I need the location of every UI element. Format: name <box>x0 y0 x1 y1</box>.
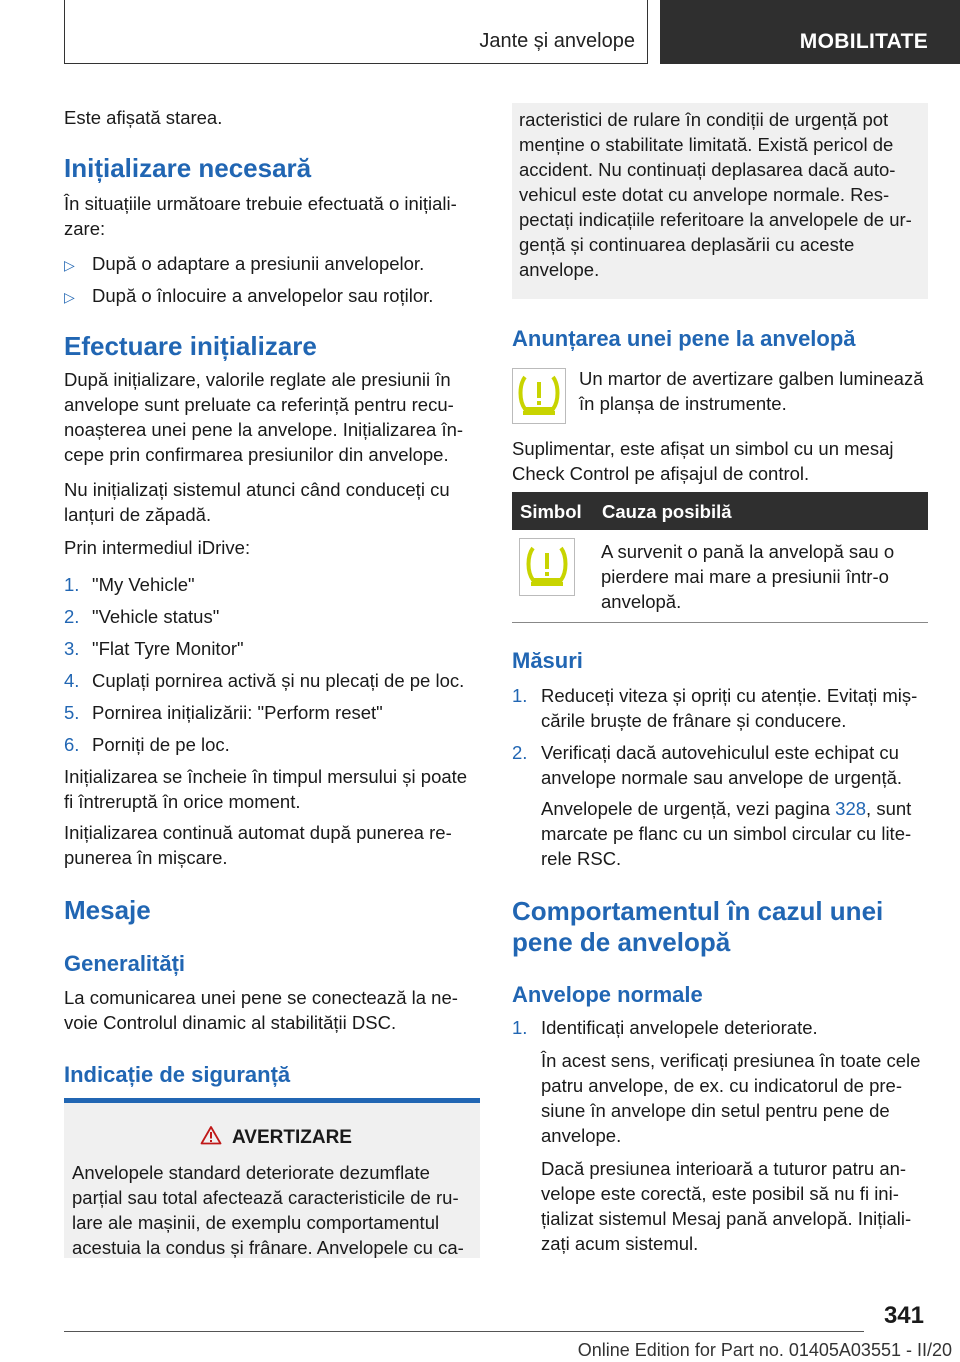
table-header-cause: Cauza posibilă <box>602 501 732 522</box>
header-section-box <box>64 0 648 64</box>
step-item: 6. Porniți de pe loc. <box>64 734 230 755</box>
footer-rule <box>64 1331 864 1332</box>
warning-continued-text: racteristici de rulare în condiții de urgență pot menține o stabilitate limitată. Există pericol de accident. Nu continuați deplasarea dacă auto- vehicul este dotat cu anvelope normale. Res- pectați indicațiile referitoare la anvelopele de ur- gență și continuarea deplasării cu aceste anvelope. <box>519 109 912 280</box>
intro-text: Este afișată starea. <box>64 107 223 128</box>
step-item: 4. Cuplați pornirea activă și nu plecați de pe loc. <box>64 670 465 691</box>
heading-behavior-line-1: Comportamentul în cazul unei <box>512 896 884 926</box>
warning-title-row <box>72 1125 480 1149</box>
triangle-bullet-icon: ▷ <box>64 289 75 305</box>
chains-paragraph: Nu inițializați sistemul atunci când conduceți cu lanțuri de zăpadă. <box>64 479 450 525</box>
page-number: 341 <box>883 1302 924 1329</box>
heading-init-needed: Inițializare necesară <box>64 153 312 183</box>
step-item: 1. "My Vehicle" <box>64 574 195 595</box>
table-row-cause: A survenit o pană la anvelopă sau o pierdere mai mare a presiunii într-o anvelopă. <box>601 541 895 612</box>
footer-edition: Online Edition for Part no. 01405A03551 - II/20 <box>577 1340 952 1360</box>
triangle-bullet-icon: ▷ <box>64 257 75 273</box>
heading-safety: Indicație de siguranță <box>64 1062 291 1087</box>
bullet-item: ▷ După o înlocuire a anvelopelor sau roților. <box>64 285 434 306</box>
page-reference-link[interactable]: 328 <box>835 798 867 819</box>
tire-pressure-warning-icon <box>512 368 566 424</box>
heading-general: Generalități <box>64 951 186 976</box>
step-item: 3. "Flat Tyre Monitor" <box>64 638 244 659</box>
warning-box-continued <box>512 103 928 299</box>
warning-box <box>64 1103 480 1258</box>
table-bottom-rule <box>512 622 928 623</box>
heading-perform-init: Efectuare inițializare <box>64 331 317 361</box>
init-needed-line-1: În situațiile următoare trebuie efectuată o inițiali- <box>64 193 457 214</box>
tire-pressure-warning-icon <box>519 538 575 596</box>
perform-paragraph: După inițializare, valorile reglate ale presiunii în anvelope sunt preluate ca referință pentru recu- noașterea unei pene la anvelope. Inițializarea în- cepe prin confirmarea presiunilor din anvelope. <box>64 369 464 465</box>
heading-announce: Anunțarea unei pene la anvelopă <box>512 326 856 351</box>
step-item: 5. Pornirea inițializării: "Perform reset" <box>64 702 383 723</box>
header-section-title: Jante și anvelope <box>479 30 635 52</box>
extra-paragraph: Suplimentar, este afișat un simbol cu un mesaj Check Control pe afișajul de control. <box>512 438 894 484</box>
heading-behavior-line-2: pene de anvelopă <box>512 927 731 957</box>
heading-measures: Măsuri <box>512 648 583 673</box>
step-item: 2. "Vehicle status" <box>64 606 220 627</box>
init-needed-line-2: zare: <box>64 218 106 239</box>
warning-text: Anvelopele standard deteriorate dezumflate parțial sau total afectează caracteristicile de ru- lare ale mașinii, de exemplu comportamentul acestuia la condus și frânare. Anvelopele cu ca- <box>72 1162 464 1258</box>
warning-triangle-icon <box>200 1125 222 1145</box>
table-header <box>512 492 928 530</box>
header-chapter-title: MOBILITATE <box>799 30 928 53</box>
heading-normal-tires: Anvelope normale <box>512 982 703 1007</box>
announce-paragraph: Un martor de avertizare galben luminează în planșa de instrumente. <box>579 368 924 414</box>
end-paragraph: Inițializarea se încheie în timpul mersului și poate fi întreruptă în orice moment. <box>64 766 468 812</box>
warning-title: AVERTIZARE <box>232 1127 352 1148</box>
heading-messages: Mesaje <box>64 895 151 925</box>
continue-paragraph: Inițializarea continuă automat după punerea re- punerea în mișcare. <box>64 822 452 868</box>
idrive-text: Prin intermediul iDrive: <box>64 537 251 558</box>
table-header-symbol: Simbol <box>520 501 582 522</box>
general-paragraph: La comunicarea unei pene se conectează la ne- voie Controlul dinamic al stabilității DSC. <box>64 987 458 1033</box>
header-chapter-box <box>660 0 960 64</box>
bullet-item: ▷ După o adaptare a presiunii anvelopelor. <box>64 253 425 274</box>
